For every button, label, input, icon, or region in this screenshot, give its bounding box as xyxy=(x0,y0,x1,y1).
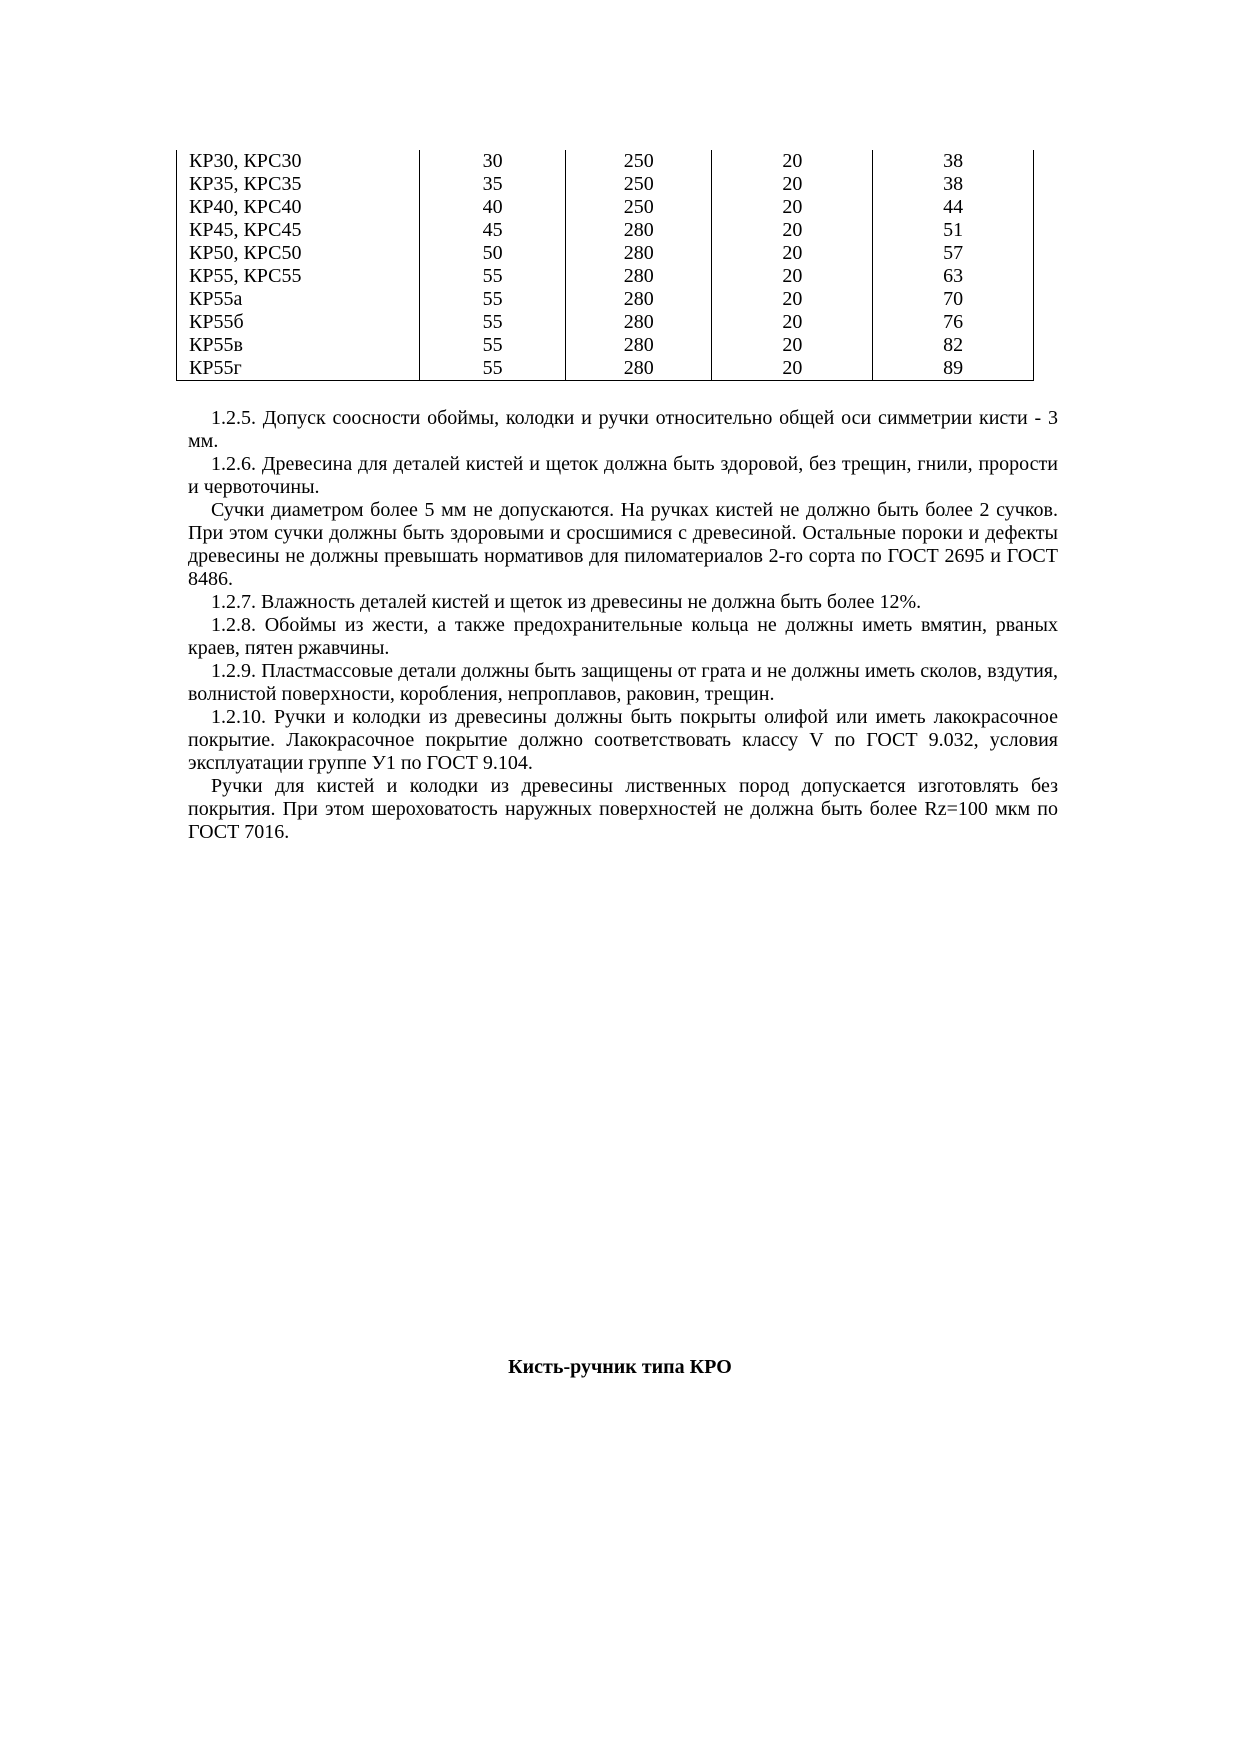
table-cell-designation: КР55б xyxy=(177,311,420,334)
table-cell: 20 xyxy=(712,334,873,357)
table-cell: 20 xyxy=(712,357,873,381)
table-cell: 55 xyxy=(420,288,566,311)
table-row xyxy=(177,173,1034,196)
table-cell: 280 xyxy=(566,219,712,242)
table-cell: 280 xyxy=(566,334,712,357)
table-cell-designation: КР55, КРС55 xyxy=(177,265,420,288)
table-cell: 63 xyxy=(873,265,1034,288)
requirements-text xyxy=(188,407,1058,844)
table-row xyxy=(177,150,1034,173)
table-cell: 280 xyxy=(566,311,712,334)
table-row xyxy=(177,242,1034,265)
table-row xyxy=(177,265,1034,288)
table-row xyxy=(177,311,1034,334)
table-cell: 280 xyxy=(566,288,712,311)
table-cell-designation: КР45, КРС45 xyxy=(177,219,420,242)
paragraph: Сучки диаметром более 5 мм не допускаются. На ручках кистей не должно быть более 2 сучков. При этом сучки должны быть здоровыми и сросшимися с древесиной. Остальные пороки и дефекты древесины не должны превышать нормативов для пиломатериалов 2-го сорта по ГОСТ 2695 и ГОСТ 8486. xyxy=(188,499,1058,590)
table-cell: 250 xyxy=(566,173,712,196)
table-cell: 250 xyxy=(566,196,712,219)
paragraph: 1.2.5. Допуск соосности обоймы, колодки и ручки относительно общей оси симметрии кисти - 3 мм. xyxy=(188,407,1058,452)
table-cell-designation: КР55в xyxy=(177,334,420,357)
table-cell: 38 xyxy=(873,150,1034,173)
table-cell: 280 xyxy=(566,242,712,265)
paragraph: 1.2.10. Ручки и колодки из древесины должны быть покрыты олифой или иметь лакокрасочное покрытие. Лакокрасочное покрытие должно соответствовать классу V по ГОСТ 9.032, условия эксплуатации группе У1 по ГОСТ 9.104. xyxy=(188,706,1058,774)
table-cell-designation: КР35, КРС35 xyxy=(177,173,420,196)
table-cell: 20 xyxy=(712,288,873,311)
table-cell: 50 xyxy=(420,242,566,265)
table-row xyxy=(177,196,1034,219)
table-cell-designation: КР40, КРС40 xyxy=(177,196,420,219)
figure-caption: Кисть-ручник типа КРО xyxy=(508,1356,732,1378)
table-row xyxy=(177,288,1034,311)
table-row xyxy=(177,334,1034,357)
brush-dimensions-table xyxy=(176,150,1034,381)
table-cell: 30 xyxy=(420,150,566,173)
table-cell-designation: КР55а xyxy=(177,288,420,311)
paragraph: 1.2.7. Влажность деталей кистей и щеток из древесины не должна быть более 12%. xyxy=(211,591,922,613)
table-cell: 35 xyxy=(420,173,566,196)
table-cell: 280 xyxy=(566,357,712,381)
table-cell: 55 xyxy=(420,334,566,357)
table-cell-designation: КР30, КРС30 xyxy=(177,150,420,173)
table-cell: 82 xyxy=(873,334,1034,357)
table-cell: 280 xyxy=(566,265,712,288)
table-cell: 20 xyxy=(712,219,873,242)
table-cell: 45 xyxy=(420,219,566,242)
table-cell: 44 xyxy=(873,196,1034,219)
paragraph: 1.2.8. Обоймы из жести, а также предохранительные кольца не должны иметь вмятин, рваных краев, пятен ржавчины. xyxy=(188,614,1058,659)
table-cell: 55 xyxy=(420,357,566,381)
table-cell: 55 xyxy=(420,265,566,288)
table-cell: 20 xyxy=(712,311,873,334)
table-cell: 20 xyxy=(712,242,873,265)
table-cell: 20 xyxy=(712,150,873,173)
table-cell: 20 xyxy=(712,265,873,288)
table-cell-designation: КР55г xyxy=(177,357,420,381)
paragraph: 1.2.9. Пластмассовые детали должны быть защищены от грата и не должны иметь сколов, вздутия, волнистой поверхности, коробления, непроплавов, раковин, трещин. xyxy=(188,660,1058,705)
table-cell: 40 xyxy=(420,196,566,219)
table-cell: 20 xyxy=(712,196,873,219)
table-cell: 250 xyxy=(566,150,712,173)
table-cell: 57 xyxy=(873,242,1034,265)
paragraph: 1.2.6. Древесина для деталей кистей и щеток должна быть здоровой, без трещин, гнили, прорости и червоточины. xyxy=(188,453,1058,498)
table-cell: 70 xyxy=(873,288,1034,311)
paragraph: Ручки для кистей и колодки из древесины лиственных пород допускается изготовлять без покрытия. При этом шероховатость наружных поверхностей не должна быть более Rz=100 мкм по ГОСТ 7016. xyxy=(188,775,1058,843)
table-cell: 38 xyxy=(873,173,1034,196)
table-cell: 51 xyxy=(873,219,1034,242)
table-cell: 76 xyxy=(873,311,1034,334)
table-row xyxy=(177,357,1034,381)
table-cell: 89 xyxy=(873,357,1034,381)
table-cell: 55 xyxy=(420,311,566,334)
table-cell-designation: КР50, КРС50 xyxy=(177,242,420,265)
table-cell: 20 xyxy=(712,173,873,196)
table-row xyxy=(177,219,1034,242)
